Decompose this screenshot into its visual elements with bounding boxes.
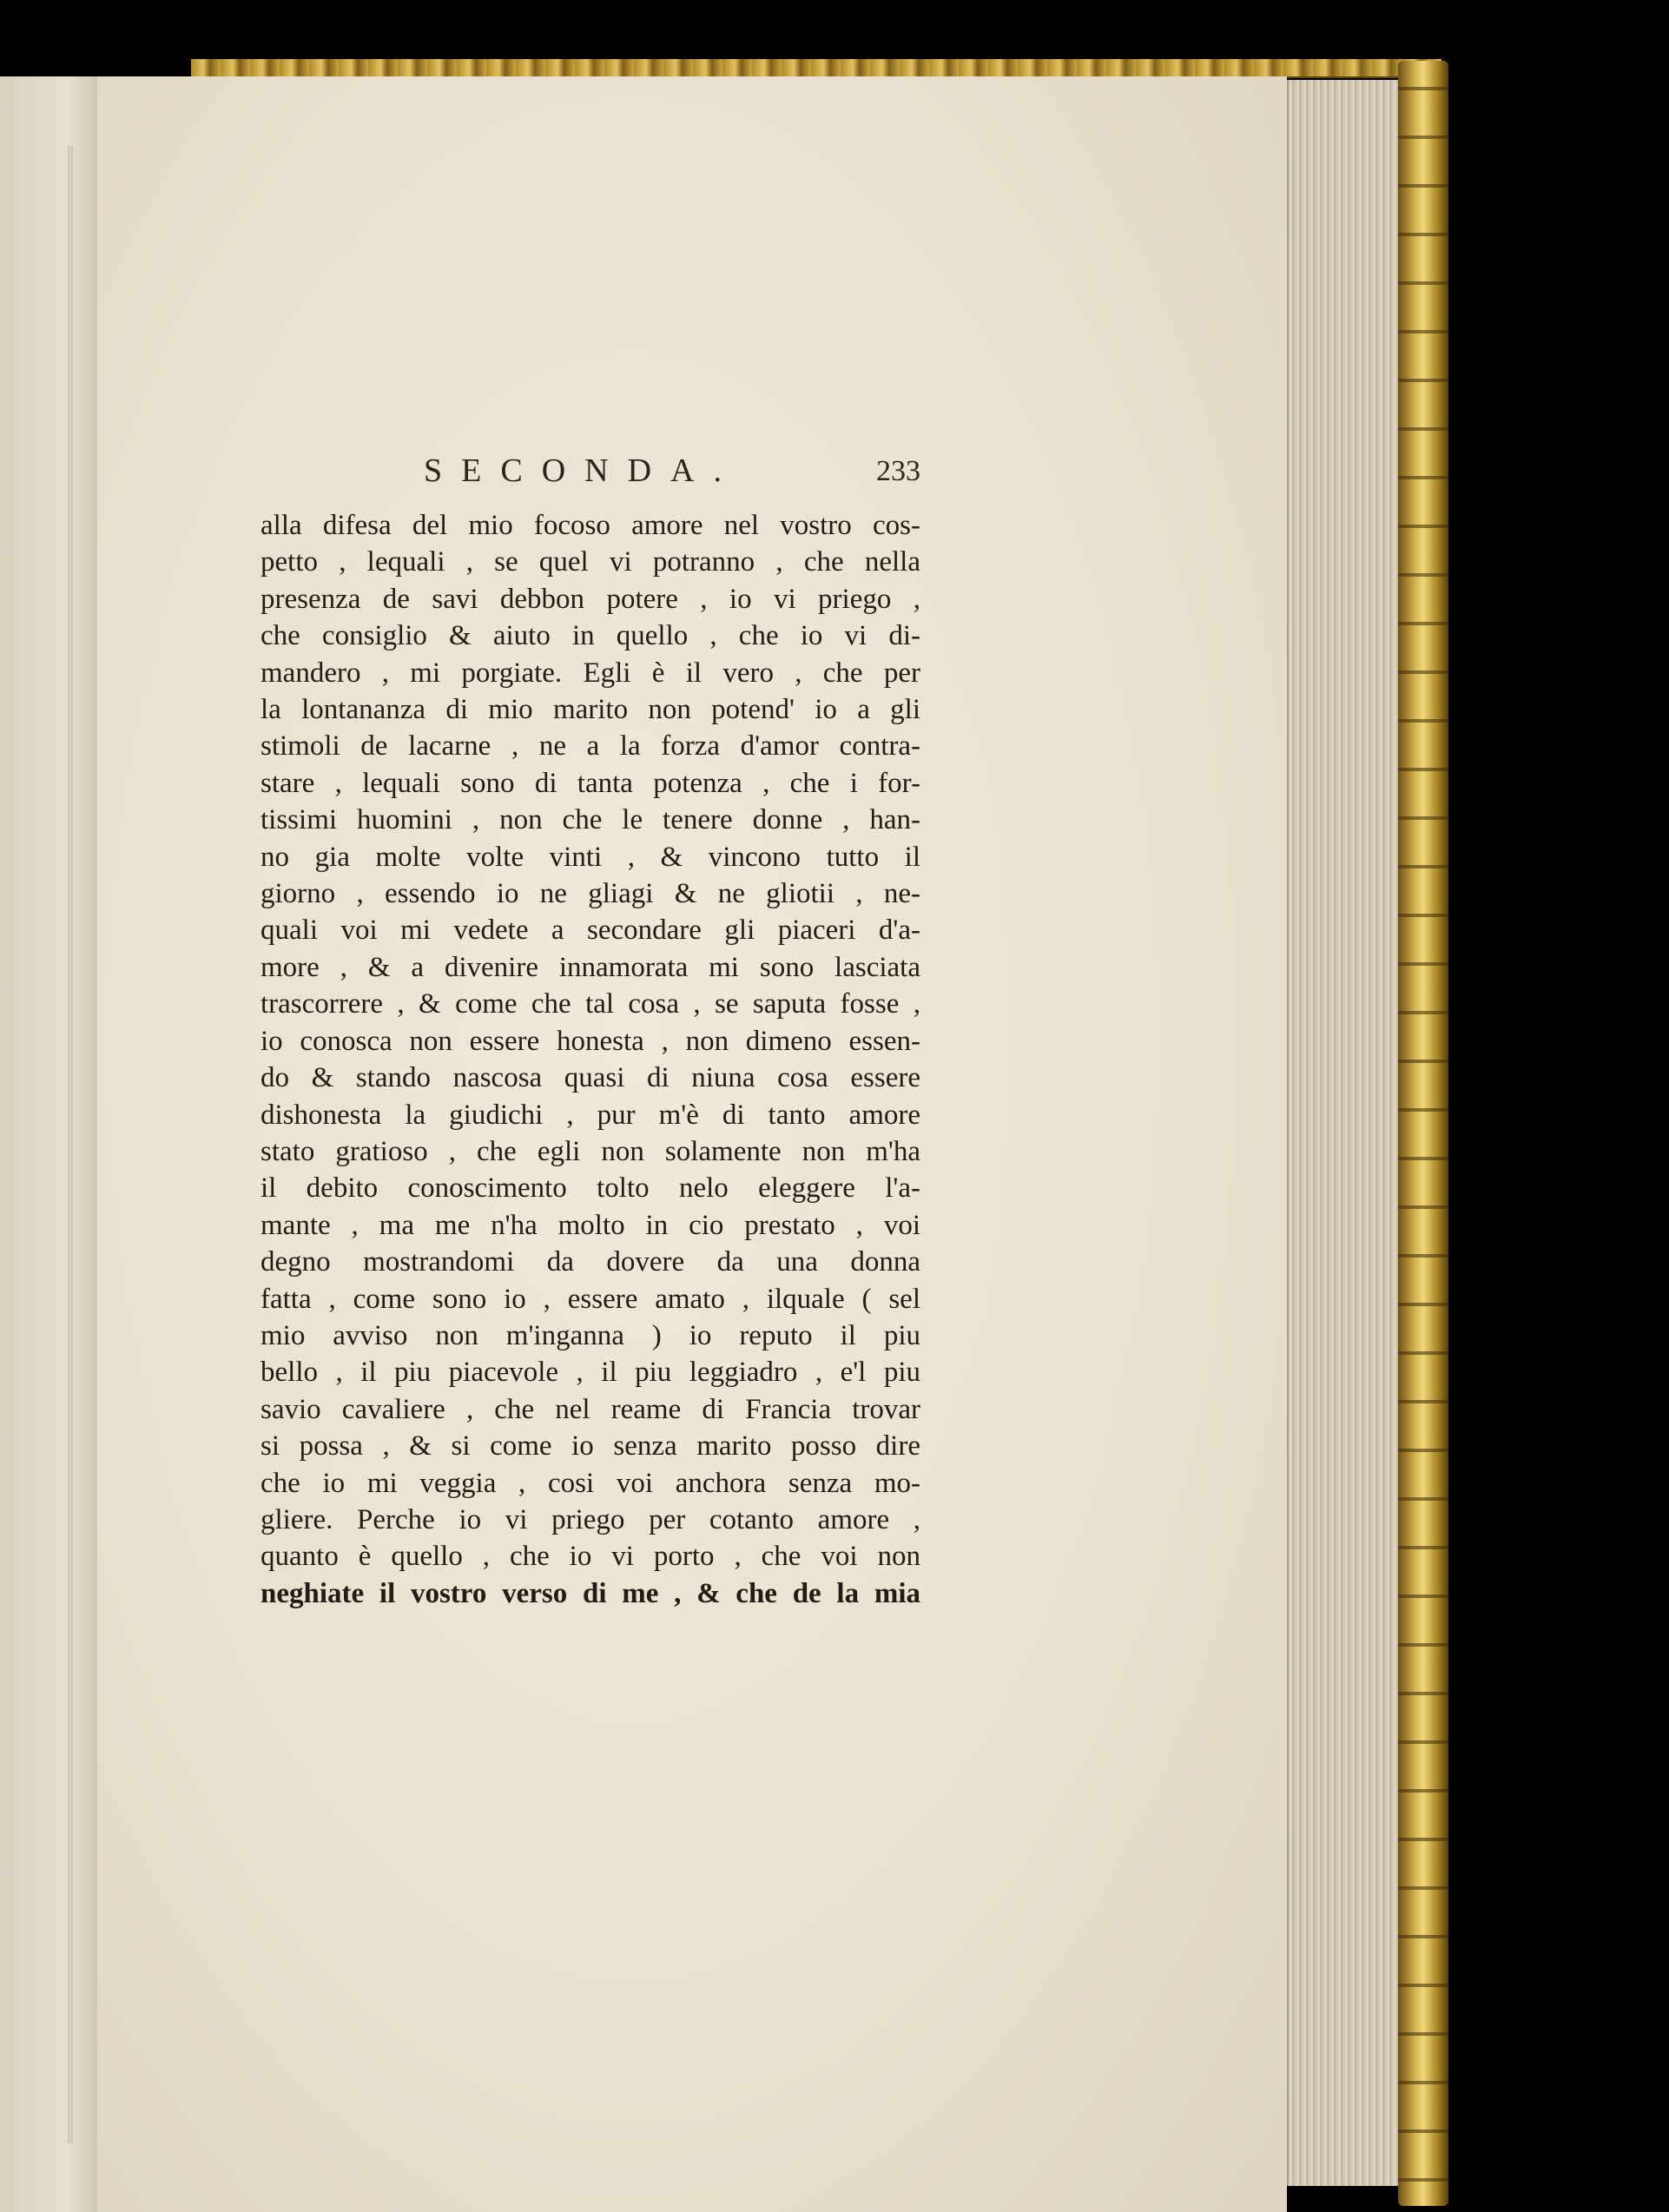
running-title: SECONDA. (424, 452, 741, 489)
text-line: gliere. Perche io vi priego per cotanto amore , (261, 1503, 920, 1535)
text-line: petto , lequali , se quel vi potranno , che nella (261, 546, 920, 578)
text-line: si possa , & si come io senza marito posso dire (261, 1430, 920, 1463)
text-line: presenza de savi debbon potere , io vi priego , (261, 583, 920, 615)
previous-page-edge (0, 76, 99, 2212)
page-crease (68, 146, 73, 2143)
text-line: tissimi huomini , non che le tenere donne , han- (261, 804, 920, 836)
gilt-top-edge (191, 59, 1441, 78)
text-line: giorno , essendo io ne gliagi & ne gliotii , ne- (261, 878, 920, 910)
running-head (261, 452, 920, 504)
text-line: neghiate il vostro verso di me , & che de la mia (261, 1577, 920, 1609)
text-line: alla difesa del mio focoso amore nel vostro cos- (261, 510, 920, 541)
page-number: 233 (876, 455, 920, 487)
text-line: quali voi mi vedete a secondare gli piaceri d'a- (261, 915, 920, 947)
text-line: mandero , mi porgiate. Egli è il vero , che per (261, 657, 920, 689)
text-line: il debito conoscimento tolto nelo eleggere l'a- (261, 1172, 920, 1205)
text-block (261, 452, 920, 1612)
text-line: quanto è quello , che io vi porto , che voi non (261, 1541, 920, 1573)
text-line: stare , lequali sono di tanta potenza , che i for- (261, 767, 920, 799)
body-text (261, 507, 920, 1612)
text-line: mante , ma me n'ha molto in cio prestato , voi (261, 1209, 920, 1241)
text-line: stimoli de lacarne , ne a la forza d'amor contra- (261, 730, 920, 763)
page-block-edge (1287, 80, 1400, 2186)
text-line: savio cavaliere , che nel reame di Francia trovar (261, 1393, 920, 1425)
text-line: no gia molte volte vinti , & vincono tutto il (261, 841, 920, 873)
text-line: bello , il piu piacevole , il piu leggiadro , e'l piu (261, 1357, 920, 1389)
text-line: dishonesta la giudichi , pur m'è di tanto amore (261, 1099, 920, 1131)
gilt-cover-edge (1398, 61, 1448, 2206)
text-line: stato gratioso , che egli non solamente non m'ha (261, 1135, 920, 1167)
text-line: degno mostrandomi da dovere da una donna (261, 1246, 920, 1278)
text-line: trascorrere , & come che tal cosa , se saputa fosse , (261, 988, 920, 1020)
text-line: more , & a divenire innamorata mi sono lasciata (261, 951, 920, 983)
text-line: io conosca non essere honesta , non dimeno essen- (261, 1025, 920, 1057)
text-line: la lontananza di mio marito non potend' io a gli (261, 694, 920, 726)
text-line: fatta , come sono io , essere amato , ilquale ( sel (261, 1283, 920, 1315)
text-line: mio avviso non m'inganna ) io reputo il piu (261, 1319, 920, 1351)
text-line: do & stando nascosa quasi di niuna cosa essere (261, 1062, 920, 1094)
text-line: che consiglio & aiuto in quello , che io vi di- (261, 620, 920, 652)
text-line: che io mi veggia , cosi voi anchora senza mo- (261, 1467, 920, 1499)
